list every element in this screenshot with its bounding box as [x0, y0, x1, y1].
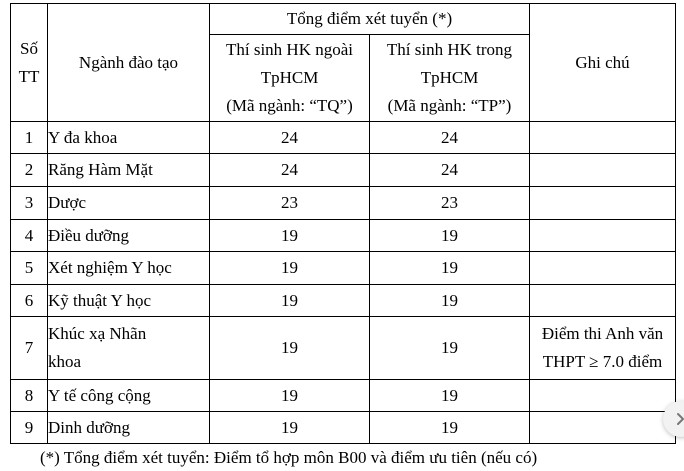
chevron-icon — [673, 411, 684, 427]
row-major: Dinh dưỡng — [48, 412, 210, 444]
row-note — [530, 122, 676, 154]
row-stt: 5 — [11, 252, 48, 285]
header-inside-line2: TpHCM — [420, 68, 479, 87]
row-note — [530, 285, 676, 317]
row-note — [530, 154, 676, 187]
row-stt: 6 — [11, 285, 48, 317]
row-score-inside: 19 — [370, 412, 530, 444]
table-row — [11, 412, 676, 444]
row-note-line2: THPT ≥ 7.0 điểm — [542, 352, 663, 371]
row-major: Y đa khoa — [48, 122, 210, 154]
header-outside-line2: TpHCM — [260, 68, 319, 87]
row-major-line2: khoa — [48, 352, 82, 371]
row-score-inside: 19 — [370, 220, 530, 252]
row-major: Xét nghiệm Y học — [48, 252, 210, 285]
row-major-line1: Khúc xạ Nhãn — [48, 324, 147, 343]
row-stt: 7 — [11, 317, 48, 380]
row-score-outside: 24 — [210, 122, 370, 154]
header-total-score: Tổng điểm xét tuyển (*) — [210, 4, 530, 35]
header-outside-hcmc — [210, 35, 370, 122]
row-stt: 9 — [11, 412, 48, 444]
row-score-outside: 24 — [210, 154, 370, 187]
row-note — [530, 252, 676, 285]
row-note — [530, 317, 676, 380]
row-note — [530, 380, 676, 412]
header-inside-line3: (Mã ngành: “TP”) — [387, 96, 512, 115]
row-score-outside: 19 — [210, 380, 370, 412]
admission-score-table — [10, 3, 676, 444]
row-score-inside: 19 — [370, 285, 530, 317]
row-score-outside: 23 — [210, 187, 370, 220]
row-stt: 8 — [11, 380, 48, 412]
row-note — [530, 220, 676, 252]
row-score-inside: 19 — [370, 380, 530, 412]
row-score-outside: 19 — [210, 220, 370, 252]
header-outside-line1: Thí sinh HK ngoài — [225, 40, 354, 59]
row-stt: 2 — [11, 154, 48, 187]
table-row — [11, 317, 676, 380]
header-note: Ghi chú — [530, 4, 676, 122]
row-stt: 1 — [11, 122, 48, 154]
row-score-outside: 19 — [210, 412, 370, 444]
header-inside-line1: Thí sinh HK trong — [386, 40, 513, 59]
row-score-inside: 19 — [370, 252, 530, 285]
table-row — [11, 187, 676, 220]
header-outside-line3: (Mã ngành: “TQ”) — [226, 96, 353, 115]
table-row — [11, 285, 676, 317]
row-score-inside: 19 — [370, 317, 530, 380]
table-row — [11, 154, 676, 187]
table-row — [11, 220, 676, 252]
table-row — [11, 252, 676, 285]
row-stt: 3 — [11, 187, 48, 220]
row-major: Răng Hàm Mặt — [48, 154, 210, 187]
table-footnote: (*) Tổng điểm xét tuyển: Điểm tổ hợp môn B00 và điểm ưu tiên (nếu có) — [40, 448, 538, 467]
table-row — [11, 380, 676, 412]
row-note — [530, 187, 676, 220]
row-score-inside: 24 — [370, 154, 530, 187]
row-major: Điều dưỡng — [48, 220, 210, 252]
row-note — [530, 412, 676, 444]
row-score-inside: 24 — [370, 122, 530, 154]
row-score-outside: 19 — [210, 317, 370, 380]
row-score-outside: 19 — [210, 285, 370, 317]
row-score-outside: 19 — [210, 252, 370, 285]
row-major — [48, 317, 210, 380]
row-note-line1: Điểm thi Anh văn — [541, 324, 664, 343]
row-score-inside: 23 — [370, 187, 530, 220]
table-row — [11, 122, 676, 154]
header-nganh: Ngành đào tạo — [48, 4, 210, 122]
header-stt — [11, 4, 48, 122]
row-major: Kỹ thuật Y học — [48, 285, 210, 317]
row-stt: 4 — [11, 220, 48, 252]
header-inside-hcmc — [370, 35, 530, 122]
row-major: Y tế công cộng — [48, 380, 210, 412]
row-major: Dược — [48, 187, 210, 220]
header-stt-label: Số TT — [18, 38, 40, 86]
